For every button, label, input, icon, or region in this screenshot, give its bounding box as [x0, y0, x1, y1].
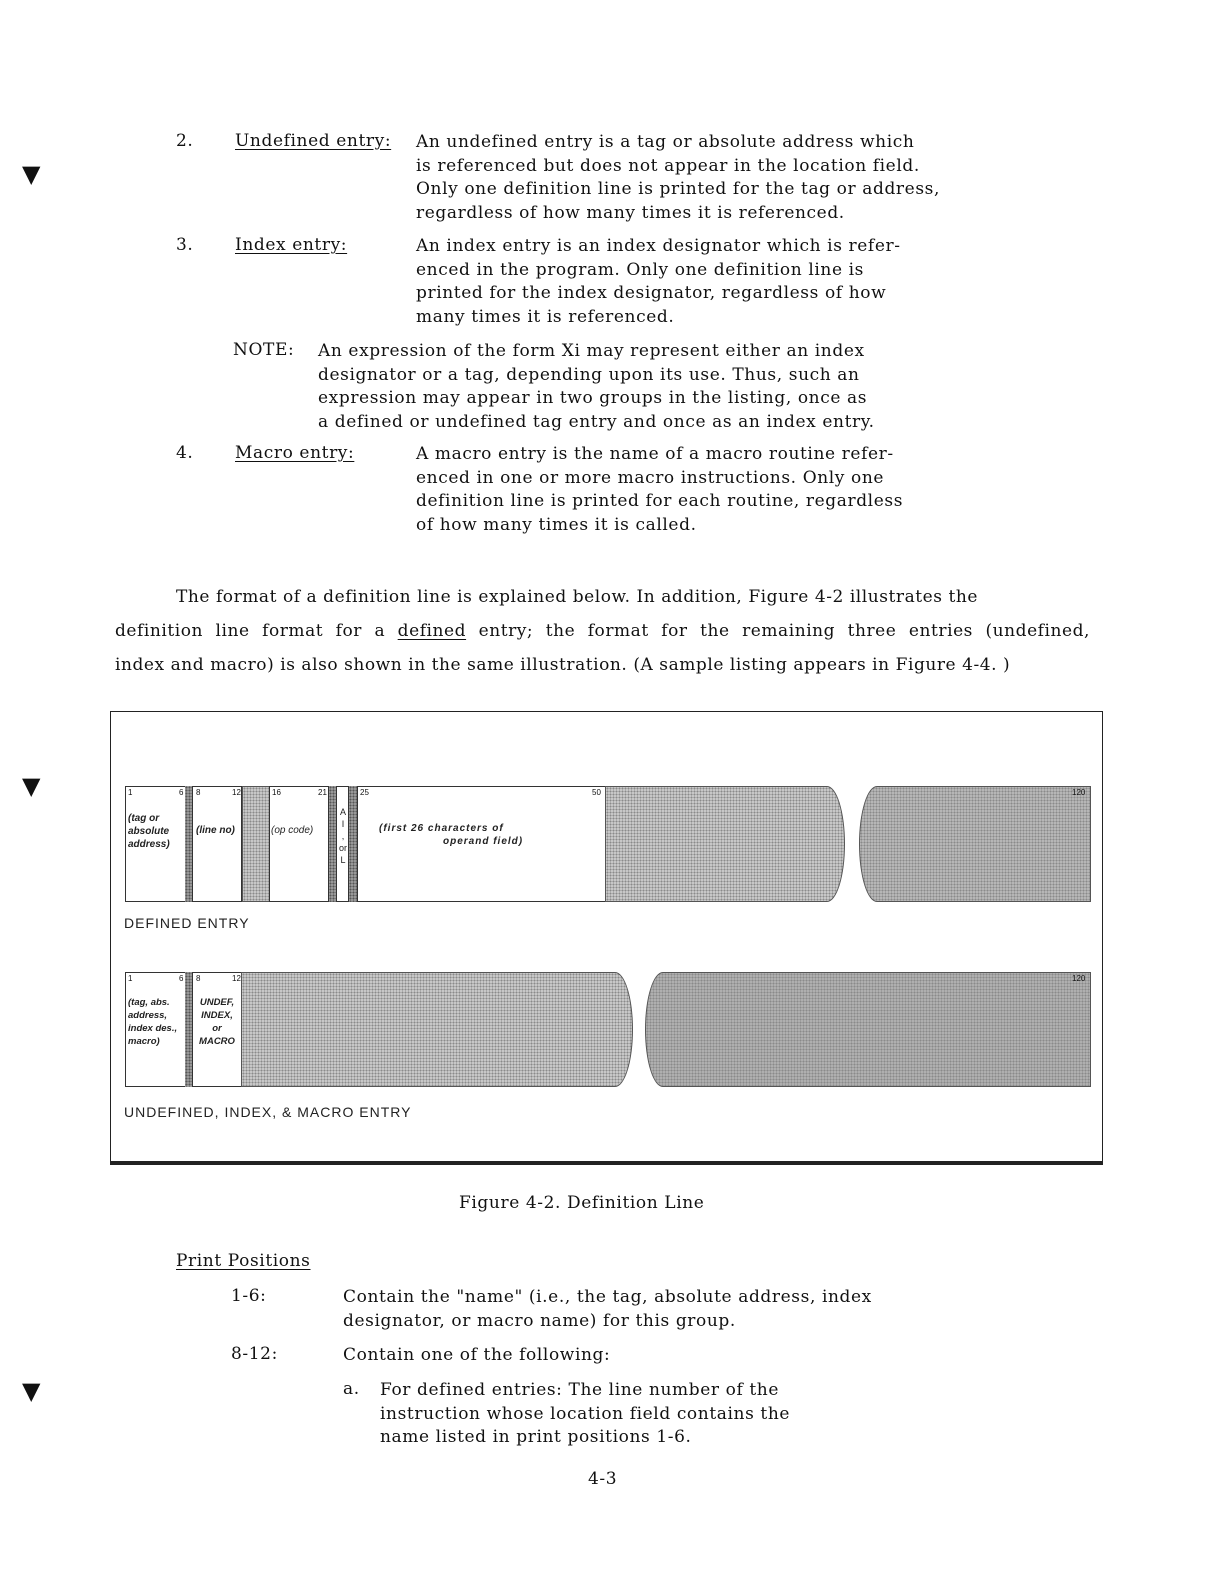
- label-line: A: [339, 807, 346, 817]
- text-line: An expression of the form Xi may represent either an index: [318, 341, 865, 361]
- item-number: 3.: [176, 235, 194, 255]
- position-number: 8: [196, 788, 201, 797]
- position-description: [343, 1286, 872, 1333]
- underlined-word: defined: [397, 621, 467, 641]
- label-line: macro): [128, 1036, 160, 1047]
- line-no-label: (line no): [196, 825, 235, 836]
- text-line: designator, or macro name) for this group.: [343, 1310, 736, 1331]
- position-number: 120: [1072, 974, 1086, 983]
- text-line: Only one definition line is printed for the tag or address,: [416, 179, 940, 199]
- separator-shade: [329, 786, 336, 902]
- label-line: absolute: [128, 826, 170, 837]
- position-number: 1: [128, 974, 133, 983]
- position-description: [343, 1344, 610, 1368]
- position-number: 16: [272, 788, 281, 797]
- text-line: name listed in print positions 1-6.: [380, 1427, 692, 1447]
- text-line: enced in the program. Only one definition line is: [416, 259, 864, 280]
- position-number: 12: [232, 788, 241, 797]
- margin-mark: ▼: [22, 160, 41, 188]
- unused-positions-shade: [645, 972, 1091, 1087]
- text-line: printed for the index designator, regardless of how: [416, 283, 887, 303]
- position-range: 1-6:: [231, 1286, 267, 1306]
- position-number: 6: [179, 788, 184, 797]
- position-number: 1: [128, 788, 133, 797]
- item-description: [416, 131, 940, 225]
- tag-label: [128, 996, 177, 1048]
- item-description: [416, 235, 901, 329]
- position-number: 8: [196, 974, 201, 983]
- unused-positions-shade: [241, 972, 633, 1087]
- label-line: index des.,: [128, 1023, 178, 1034]
- page-number: 4-3: [588, 1469, 618, 1489]
- text-line: definition line is printed for each routine, regardless: [416, 491, 904, 511]
- label-line: UNDEF,: [199, 997, 235, 1008]
- text-line: is referenced but does not appear in the location field.: [416, 155, 920, 176]
- item-term: Undefined entry:: [235, 131, 392, 151]
- separator-shade: [349, 786, 357, 902]
- intro-paragraph: [115, 580, 1090, 682]
- position-range: 8-12:: [231, 1344, 278, 1364]
- note-text: [318, 340, 875, 434]
- item-number: 4.: [176, 443, 194, 463]
- sub-item-text: [380, 1379, 790, 1450]
- kind-label: [196, 996, 238, 1048]
- text-line: instruction whose location field contains the: [380, 1403, 791, 1424]
- item-term: Macro entry:: [235, 443, 355, 463]
- label-line: L: [340, 855, 346, 865]
- text-line: For defined entries: The line number of the: [380, 1380, 780, 1400]
- label-line: operand field): [443, 836, 524, 847]
- text-line: A macro entry is the name of a macro routine refer-: [416, 444, 894, 464]
- label-line: (first 26 characters of: [379, 823, 504, 834]
- figure-definition-line: [110, 711, 1103, 1165]
- figure-caption: Figure 4-2. Definition Line: [459, 1193, 705, 1213]
- section-heading: Print Positions: [176, 1251, 311, 1271]
- position-number: 25: [360, 788, 369, 797]
- text-span: definition line format for a: [115, 621, 398, 641]
- margin-mark: ▼: [22, 772, 41, 800]
- text-line: a defined or undefined tag entry and once as an index entry.: [318, 411, 875, 432]
- item-number: 2.: [176, 131, 194, 151]
- text-line: enced in one or more macro instructions. Only one: [416, 467, 885, 488]
- label-line: or: [212, 1023, 222, 1034]
- undefined-entry-title: UNDEFINED, INDEX, & MACRO ENTRY: [124, 1104, 412, 1120]
- position-number: 120: [1072, 788, 1086, 797]
- text-span: entry; the format for the remaining three entries (undefined,: [466, 621, 1091, 641]
- position-number: 21: [318, 788, 327, 797]
- op-code-cell: [269, 786, 329, 902]
- text-line: of how many times it is called.: [416, 514, 697, 535]
- separator-shade: [242, 786, 270, 902]
- margin-mark: ▼: [22, 1377, 41, 1405]
- position-number: 6: [179, 974, 184, 983]
- text-line: Contain one of the following:: [343, 1345, 611, 1365]
- label-line: or: [338, 843, 347, 853]
- text-line: An undefined entry is a tag or absolute address which: [416, 132, 915, 152]
- label-line: address,: [128, 1010, 168, 1021]
- op-code-label: (op code): [271, 825, 314, 836]
- tag-label: [128, 812, 170, 851]
- note-label: NOTE:: [233, 340, 295, 360]
- operand-label: [379, 822, 523, 848]
- text-line: The format of a definition line is explained below. In addition, Figure 4-2 illustrates the: [176, 587, 979, 607]
- unused-positions-shade: [859, 786, 1091, 902]
- label-line: ,: [341, 831, 345, 841]
- defined-entry-title: DEFINED ENTRY: [124, 915, 250, 931]
- text-line: designator or a tag, depending upon its use. Thus, such an: [318, 364, 860, 385]
- label-line: (tag, abs.: [128, 997, 170, 1008]
- sub-item-letter: a.: [343, 1379, 360, 1399]
- label-line: I: [341, 819, 345, 829]
- label-line: MACRO: [199, 1036, 235, 1047]
- position-number: 12: [232, 974, 241, 983]
- line-no-cell: [192, 786, 242, 902]
- text-line: regardless of how many times it is referenced.: [416, 202, 845, 223]
- text-line: Contain the "name" (i.e., the tag, absolute address, index: [343, 1287, 872, 1307]
- label-line: address): [128, 839, 170, 850]
- item-term: Index entry:: [235, 235, 348, 255]
- text-line: [115, 614, 1090, 648]
- text-line: many times it is referenced.: [416, 306, 675, 327]
- label-line: (tag or: [128, 813, 160, 824]
- text-line: expression may appear in two groups in the listing, once as: [318, 388, 868, 408]
- unused-positions-shade: [605, 786, 845, 902]
- text-line: index and macro) is also shown in the same illustration. (A sample listing appears in Figure 4-4. ): [115, 655, 1011, 675]
- text-line: An index entry is an index designator which is refer-: [416, 236, 901, 256]
- item-description: [416, 443, 903, 537]
- position-number: 50: [592, 788, 601, 797]
- ail-label: [338, 806, 348, 866]
- label-line: INDEX,: [201, 1010, 233, 1021]
